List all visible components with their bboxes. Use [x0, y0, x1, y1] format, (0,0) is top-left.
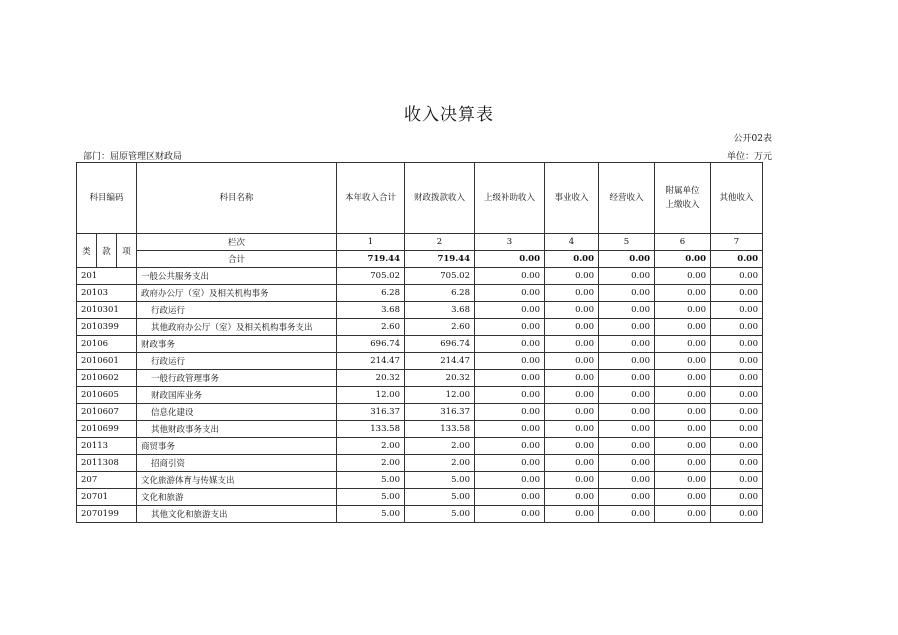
- value-cell: 0.00: [475, 421, 545, 438]
- value-cell: 0.00: [599, 302, 655, 319]
- total-cell: 719.44: [405, 251, 475, 268]
- value-cell: 0.00: [599, 387, 655, 404]
- value-cell: 5.00: [405, 489, 475, 506]
- value-cell: 0.00: [655, 319, 711, 336]
- value-cell: 0.00: [655, 353, 711, 370]
- value-cell: 0.00: [545, 404, 599, 421]
- total-cell: 0.00: [655, 251, 711, 268]
- header-col-5: 经营收入: [599, 163, 655, 234]
- total-label: 合计: [137, 251, 337, 268]
- header-subject-name: 科目名称: [137, 163, 337, 234]
- header-col-6: 附属单位上缴收入: [655, 163, 711, 234]
- subject-name-cell: 其他政府办公厅（室）及相关机构事务支出: [137, 319, 337, 336]
- index-cell: 6: [655, 234, 711, 251]
- header-col-2: 财政拨款收入: [405, 163, 475, 234]
- value-cell: 6.28: [337, 285, 405, 302]
- subject-code-cell: 2010699: [77, 421, 137, 438]
- value-cell: 0.00: [475, 319, 545, 336]
- value-cell: 0.00: [545, 268, 599, 285]
- value-cell: 0.00: [599, 370, 655, 387]
- header-row: [77, 163, 763, 234]
- value-cell: 0.00: [475, 455, 545, 472]
- value-cell: 0.00: [655, 472, 711, 489]
- header-col-4: 事业收入: [545, 163, 599, 234]
- value-cell: 12.00: [337, 387, 405, 404]
- value-cell: 0.00: [545, 353, 599, 370]
- table-row: [77, 353, 763, 370]
- subject-name-cell: 行政运行: [137, 302, 337, 319]
- value-cell: 0.00: [599, 506, 655, 523]
- value-cell: 0.00: [475, 285, 545, 302]
- value-cell: 2.60: [337, 319, 405, 336]
- value-cell: 696.74: [405, 336, 475, 353]
- subject-code-cell: 2010602: [77, 370, 137, 387]
- value-cell: 0.00: [655, 438, 711, 455]
- value-cell: 0.00: [475, 472, 545, 489]
- value-cell: 0.00: [711, 319, 763, 336]
- value-cell: 0.00: [711, 302, 763, 319]
- value-cell: 20.32: [337, 370, 405, 387]
- value-cell: 0.00: [599, 421, 655, 438]
- value-cell: 0.00: [599, 404, 655, 421]
- value-cell: 0.00: [545, 455, 599, 472]
- value-cell: 0.00: [545, 472, 599, 489]
- value-cell: 0.00: [711, 506, 763, 523]
- value-cell: 0.00: [599, 319, 655, 336]
- value-cell: 0.00: [475, 353, 545, 370]
- value-cell: 0.00: [599, 336, 655, 353]
- header-subject-code: 科目编码: [77, 163, 137, 234]
- value-cell: 0.00: [475, 404, 545, 421]
- value-cell: 0.00: [475, 506, 545, 523]
- value-cell: 0.00: [545, 285, 599, 302]
- value-cell: 0.00: [475, 302, 545, 319]
- value-cell: 2.60: [405, 319, 475, 336]
- value-cell: 0.00: [545, 302, 599, 319]
- subject-name-cell: 一般公共服务支出: [137, 268, 337, 285]
- income-table: [76, 162, 763, 523]
- value-cell: 0.00: [711, 268, 763, 285]
- value-cell: 133.58: [405, 421, 475, 438]
- value-cell: 0.00: [711, 370, 763, 387]
- value-cell: 0.00: [475, 336, 545, 353]
- level-lei: 类: [77, 234, 97, 268]
- total-row: [77, 251, 763, 268]
- value-cell: 5.00: [405, 506, 475, 523]
- header-col-3: 上级补助收入: [475, 163, 545, 234]
- subject-code-cell: 20113: [77, 438, 137, 455]
- table-row: [77, 268, 763, 285]
- total-cell: 719.44: [337, 251, 405, 268]
- table-row: [77, 421, 763, 438]
- total-cell: 0.00: [711, 251, 763, 268]
- index-cell: 2: [405, 234, 475, 251]
- department-label: 部门：屈原管理区财政局: [83, 152, 183, 162]
- total-cell: 0.00: [545, 251, 599, 268]
- value-cell: 316.37: [337, 404, 405, 421]
- table-row: [77, 285, 763, 302]
- table-row: [77, 387, 763, 404]
- value-cell: 2.00: [405, 455, 475, 472]
- subject-name-cell: 商贸事务: [137, 438, 337, 455]
- subject-code-cell: 20103: [77, 285, 137, 302]
- value-cell: 2.00: [337, 455, 405, 472]
- subject-code-cell: 201: [77, 268, 137, 285]
- subject-code-cell: 20701: [77, 489, 137, 506]
- value-cell: 0.00: [475, 370, 545, 387]
- index-label: 栏次: [137, 234, 337, 251]
- index-cell: 4: [545, 234, 599, 251]
- value-cell: 0.00: [545, 319, 599, 336]
- value-cell: 20.32: [405, 370, 475, 387]
- value-cell: 0.00: [599, 455, 655, 472]
- unit-label: 单位：万元: [726, 152, 772, 162]
- header-col-1: 本年收入合计: [337, 163, 405, 234]
- subject-code-cell: 2011308: [77, 455, 137, 472]
- value-cell: 0.00: [599, 438, 655, 455]
- level-kuan: 款: [97, 234, 117, 268]
- value-cell: 0.00: [711, 285, 763, 302]
- value-cell: 2.00: [337, 438, 405, 455]
- subject-name-cell: 信息化建设: [137, 404, 337, 421]
- subject-name-cell: 一般行政管理事务: [137, 370, 337, 387]
- value-cell: 0.00: [655, 489, 711, 506]
- value-cell: 0.00: [599, 472, 655, 489]
- value-cell: 0.00: [599, 489, 655, 506]
- value-cell: 5.00: [337, 489, 405, 506]
- value-cell: 0.00: [655, 455, 711, 472]
- value-cell: 0.00: [655, 421, 711, 438]
- value-cell: 0.00: [545, 370, 599, 387]
- table-row: [77, 302, 763, 319]
- value-cell: 0.00: [655, 370, 711, 387]
- header-col-7: 其他收入: [711, 163, 763, 234]
- value-cell: 0.00: [655, 336, 711, 353]
- value-cell: 0.00: [545, 421, 599, 438]
- value-cell: 0.00: [711, 336, 763, 353]
- index-cell: 1: [337, 234, 405, 251]
- value-cell: 3.68: [405, 302, 475, 319]
- value-cell: 214.47: [337, 353, 405, 370]
- table-row: [77, 506, 763, 523]
- value-cell: 0.00: [655, 285, 711, 302]
- table-row: [77, 472, 763, 489]
- level-xiang: 项: [117, 234, 137, 268]
- subject-name-cell: 文化旅游体育与传媒支出: [137, 472, 337, 489]
- total-cell: 0.00: [599, 251, 655, 268]
- subject-name-cell: 财政国库业务: [137, 387, 337, 404]
- value-cell: 0.00: [545, 387, 599, 404]
- value-cell: 0.00: [545, 506, 599, 523]
- value-cell: 0.00: [655, 506, 711, 523]
- value-cell: 0.00: [545, 336, 599, 353]
- value-cell: 0.00: [475, 438, 545, 455]
- value-cell: 0.00: [655, 387, 711, 404]
- value-cell: 3.68: [337, 302, 405, 319]
- subject-code-cell: 2010601: [77, 353, 137, 370]
- value-cell: 0.00: [711, 438, 763, 455]
- table-row: [77, 455, 763, 472]
- index-cell: 3: [475, 234, 545, 251]
- value-cell: 5.00: [337, 506, 405, 523]
- value-cell: 5.00: [337, 472, 405, 489]
- subject-code-cell: 2070199: [77, 506, 137, 523]
- value-cell: 214.47: [405, 353, 475, 370]
- value-cell: 5.00: [405, 472, 475, 489]
- subject-code-cell: 20106: [77, 336, 137, 353]
- page-title: 收入决算表: [404, 105, 494, 125]
- subject-name-cell: 财政事务: [137, 336, 337, 353]
- subject-name-cell: 其他财政事务支出: [137, 421, 337, 438]
- value-cell: 0.00: [475, 268, 545, 285]
- value-cell: 12.00: [405, 387, 475, 404]
- value-cell: 0.00: [599, 285, 655, 302]
- value-cell: 0.00: [545, 489, 599, 506]
- index-cell: 5: [599, 234, 655, 251]
- value-cell: 133.58: [337, 421, 405, 438]
- value-cell: 0.00: [655, 268, 711, 285]
- value-cell: 0.00: [711, 472, 763, 489]
- subject-code-cell: 2010605: [77, 387, 137, 404]
- form-code: 公开02表: [733, 134, 772, 144]
- index-row: [77, 234, 763, 251]
- subject-code-cell: 207: [77, 472, 137, 489]
- value-cell: 0.00: [711, 387, 763, 404]
- value-cell: 0.00: [475, 489, 545, 506]
- subject-code-cell: 2010301: [77, 302, 137, 319]
- subject-name-cell: 行政运行: [137, 353, 337, 370]
- table-row: [77, 404, 763, 421]
- value-cell: 705.02: [405, 268, 475, 285]
- value-cell: 2.00: [405, 438, 475, 455]
- value-cell: 0.00: [655, 404, 711, 421]
- subject-name-cell: 其他文化和旅游支出: [137, 506, 337, 523]
- value-cell: 696.74: [337, 336, 405, 353]
- total-cell: 0.00: [475, 251, 545, 268]
- table-row: [77, 319, 763, 336]
- subject-name-cell: 文化和旅游: [137, 489, 337, 506]
- subject-name-cell: 政府办公厅（室）及相关机构事务: [137, 285, 337, 302]
- value-cell: 0.00: [711, 489, 763, 506]
- value-cell: 705.02: [337, 268, 405, 285]
- subject-code-cell: 2010607: [77, 404, 137, 421]
- value-cell: 0.00: [599, 268, 655, 285]
- value-cell: 0.00: [545, 438, 599, 455]
- value-cell: 0.00: [711, 404, 763, 421]
- table-row: [77, 489, 763, 506]
- value-cell: 0.00: [711, 353, 763, 370]
- value-cell: 0.00: [711, 455, 763, 472]
- value-cell: 6.28: [405, 285, 475, 302]
- table-row: [77, 438, 763, 455]
- index-cell: 7: [711, 234, 763, 251]
- value-cell: 0.00: [711, 421, 763, 438]
- value-cell: 316.37: [405, 404, 475, 421]
- table-row: [77, 370, 763, 387]
- value-cell: 0.00: [655, 302, 711, 319]
- value-cell: 0.00: [475, 387, 545, 404]
- subject-code-cell: 2010399: [77, 319, 137, 336]
- value-cell: 0.00: [599, 353, 655, 370]
- subject-name-cell: 招商引资: [137, 455, 337, 472]
- table-row: [77, 336, 763, 353]
